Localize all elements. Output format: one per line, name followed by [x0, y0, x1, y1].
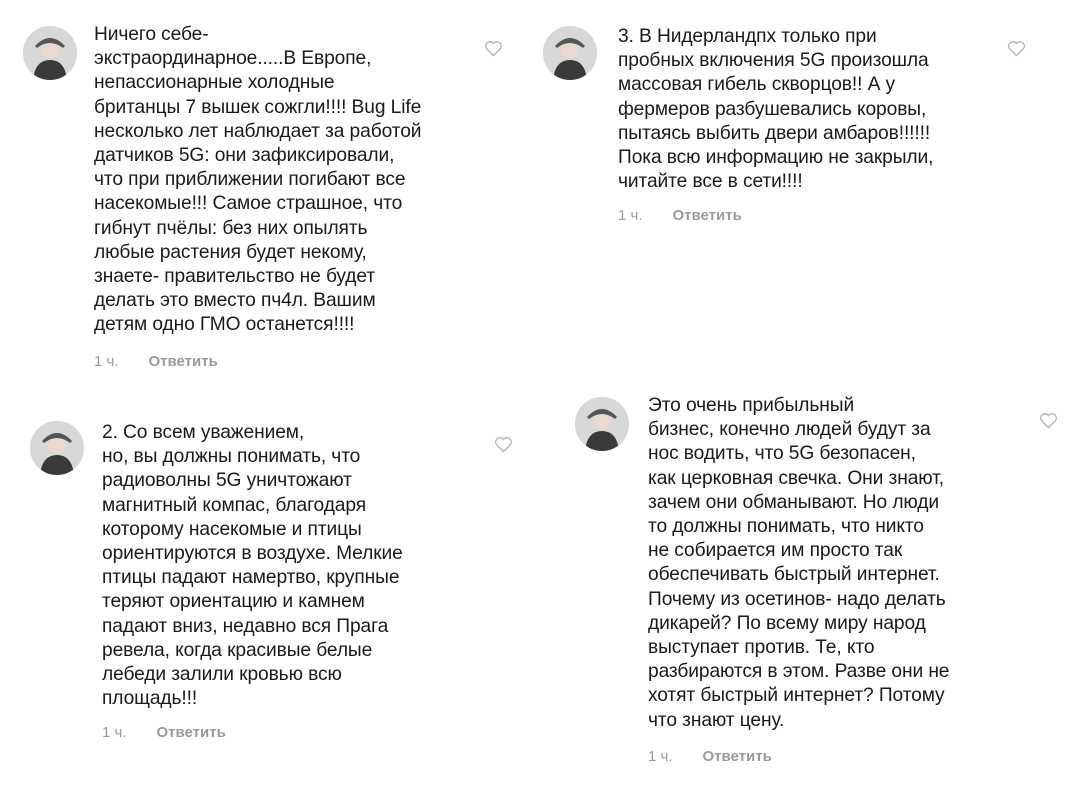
- comment-text: Ничего себе- экстраординарное.....В Европе, непассионарные холодные британцы 7 вышек сожгли!!!! Bug Life несколько лет наблюдает за работой датчиков 5G: они зафиксировали, что при приближении погибают все насекомые!!! Самое страшное, что гибнут пчёлы: без них опылять любые растения будет некому, знаете- правительство не будет делать это вместо пч4л. Вашим детям одно ГМО останется!!!!: [94, 24, 422, 336]
- comment-time: 1 ч.: [618, 207, 643, 224]
- comment-text: 2. Со всем уважением, но, вы должны понимать, что радиоволны 5G уничтожают магнитный компас, благодаря которому насекомые и птицы ориентируются в воздухе. Мелкие птицы падают намертво, крупные теряют ориентацию и камнем падают вниз, недавно вся Прага ревела, когда красивые белые лебеди залили кровью всю площадь!!!: [102, 422, 403, 710]
- comment-4: [537, 380, 1074, 792]
- comment-meta: [618, 207, 742, 224]
- comment-time: 1 ч.: [648, 748, 673, 765]
- comment-meta: [94, 353, 218, 370]
- heart-outline-icon[interactable]: [484, 40, 503, 57]
- avatar-image: [30, 421, 84, 475]
- avatar[interactable]: [23, 26, 77, 80]
- avatar-image: [543, 26, 597, 80]
- avatar[interactable]: [30, 421, 84, 475]
- reply-button[interactable]: Ответить: [156, 724, 226, 741]
- comment-time: 1 ч.: [102, 724, 127, 741]
- comment-text: 3. В Нидерландпх только при пробных включения 5G произошла массовая гибель скворцов!! А у фермеров разбушевались коровы, пытаясь выбить двери амбаров!!!!!! Пока всю информацию не закрыли, читайте все в сети!!!!: [618, 26, 934, 193]
- comment-2: [537, 0, 1074, 380]
- comment-time: 1 ч.: [94, 353, 119, 370]
- comment-1: [0, 0, 537, 380]
- avatar[interactable]: [543, 26, 597, 80]
- avatar-image: [23, 26, 77, 80]
- avatar[interactable]: [575, 397, 629, 451]
- heart-outline-icon[interactable]: [494, 436, 513, 453]
- heart-outline-icon[interactable]: [1039, 412, 1058, 429]
- reply-button[interactable]: Ответить: [148, 353, 218, 370]
- comment-text: Это очень прибыльный бизнес, конечно людей будут за нос водить, что 5G безопасен, как церковная свечка. Они знают, зачем они обманывают. Но люди то должны понимать, что никто не собирается им просто так обеспечивать быстрый интернет. Почему из осетинов- надо делать дикарей? По всему миру народ выступает против. Те, кто разбираются в этом. Разве они не хотят быстрый интернет? Потому что знают цену.: [648, 395, 950, 731]
- avatar-image: [575, 397, 629, 451]
- reply-button[interactable]: Ответить: [672, 207, 742, 224]
- comment-3: [0, 380, 537, 792]
- comment-meta: [102, 724, 226, 741]
- heart-outline-icon[interactable]: [1007, 40, 1026, 57]
- reply-button[interactable]: Ответить: [702, 748, 772, 765]
- comment-meta: [648, 748, 772, 765]
